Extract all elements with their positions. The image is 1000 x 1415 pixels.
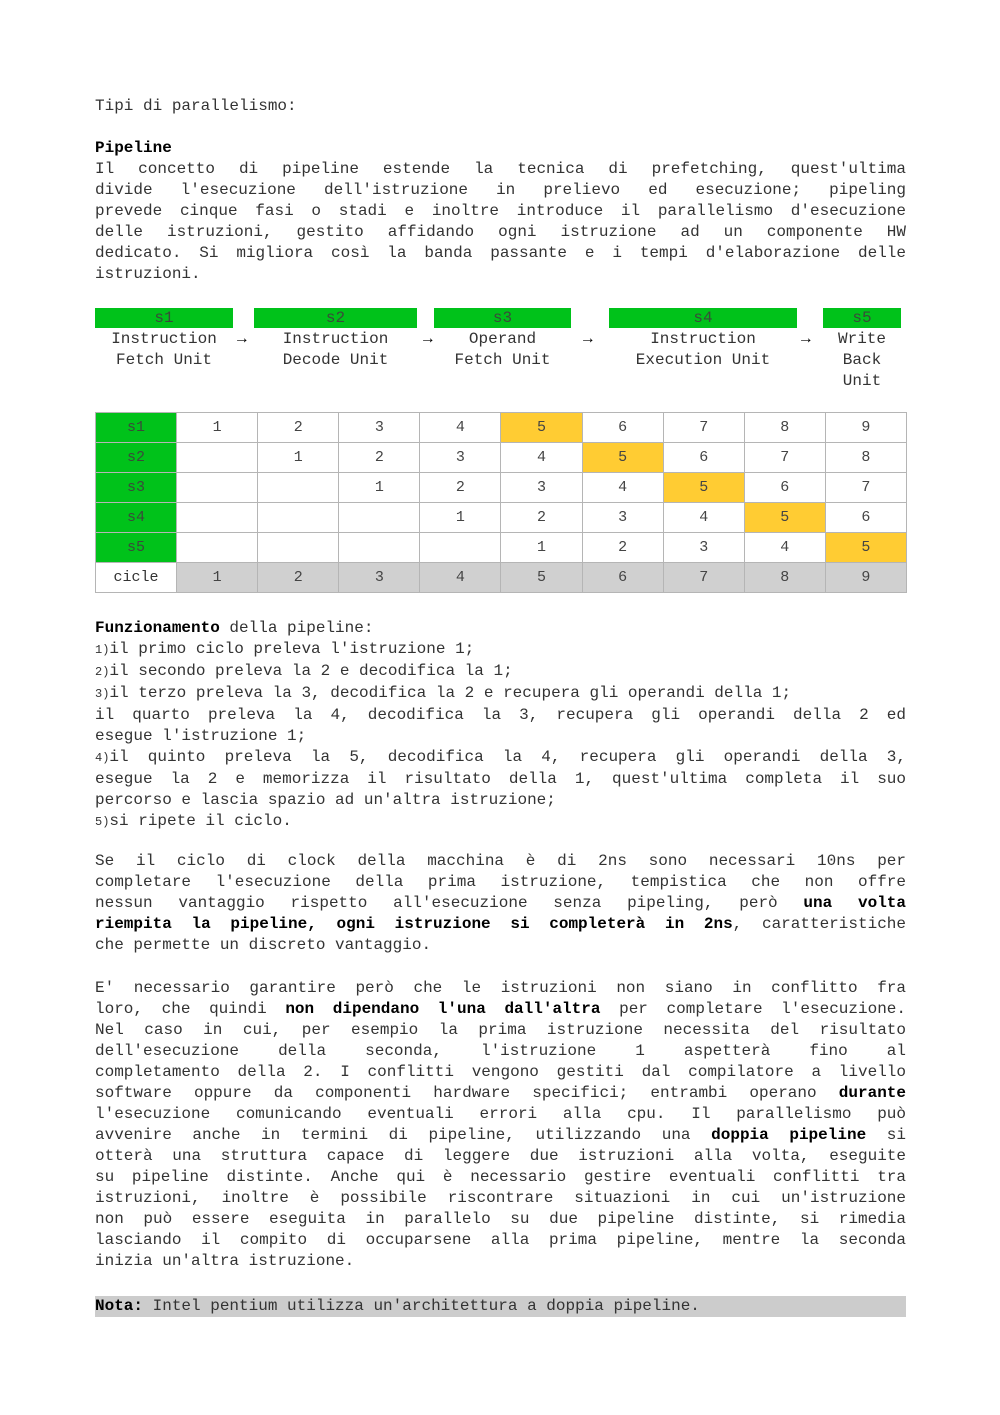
cycle-cell: 5 <box>501 563 582 593</box>
table-cell: 4 <box>420 413 501 443</box>
table-cell: 1 <box>258 443 339 473</box>
stage-desc: Back <box>842 351 882 369</box>
funzionamento-heading <box>95 618 906 639</box>
table-cell: 1 <box>177 413 258 443</box>
list-number: 1) <box>95 643 110 657</box>
stage-desc: Fetch Unit <box>454 351 551 369</box>
table-cell: 7 <box>663 413 744 443</box>
stage-desc: Instruction <box>111 330 217 348</box>
clock-line: che permette un discreto vantaggio. <box>95 936 432 954</box>
intro-line: delle istruzioni, gestito affidando ogni istruzione ad un componente HW <box>95 223 906 241</box>
table-row <box>96 413 907 443</box>
arrow-icon: → <box>423 330 433 348</box>
intro-line: Il concetto di pipeline estende la tecnica di prefetching, quest'ultima <box>95 160 906 178</box>
funzionamento-title-rest: della pipeline: <box>219 619 374 637</box>
stage-label: s3 <box>434 308 571 328</box>
table-cell: 5 <box>825 533 906 563</box>
cycle-cell: 1 <box>177 563 258 593</box>
cycle-cell: 7 <box>663 563 744 593</box>
conflitti-text: loro, che quindi <box>95 1000 286 1018</box>
conflitti-bold: non dipendano l'una dall'altra <box>285 1000 601 1018</box>
table-cell: 2 <box>501 503 582 533</box>
cycle-cell: 2 <box>258 563 339 593</box>
table-row <box>96 533 907 563</box>
conflitti-text: si <box>866 1126 906 1144</box>
page-heading: Tipi di parallelismo: <box>95 97 297 115</box>
list-text: il quinto preleva la 5, decodifica la 4, recupera gli operandi della 3, <box>109 748 906 766</box>
stage-label: s1 <box>95 308 233 328</box>
pipeline-intro <box>95 159 906 285</box>
conflitti-line: otterà una struttura capace di leggere due istruzioni alla volta, eseguite <box>95 1147 906 1165</box>
arrow-icon: → <box>801 330 811 348</box>
clock-paragraph <box>95 851 906 956</box>
conflitti-line <box>95 1125 906 1146</box>
list-text: si ripete il ciclo. <box>109 812 292 830</box>
table-cell <box>258 533 339 563</box>
list-number: 3) <box>95 687 110 701</box>
list-text-line: esegue la 2 e memorizza il risultato della 1, quest'ultima completa il suo <box>95 770 906 788</box>
pipeline-title: Pipeline <box>95 139 172 157</box>
intro-section <box>95 96 906 285</box>
table-cell: 3 <box>582 503 663 533</box>
list-number: 2) <box>95 665 110 679</box>
stage-s4 <box>609 308 797 371</box>
table-row <box>96 443 907 473</box>
table-cell: 1 <box>501 533 582 563</box>
stage-desc: Instruction <box>282 330 389 348</box>
cycle-cell: 8 <box>744 563 825 593</box>
table-cell: 3 <box>501 473 582 503</box>
table-cell: 3 <box>339 413 420 443</box>
conflitti-line: Nel caso in cui, per esempio la prima istruzione necessita del risultato <box>95 1021 906 1039</box>
table-cell: 5 <box>744 503 825 533</box>
table-cell: 4 <box>663 503 744 533</box>
stage-desc: Unit <box>842 372 882 390</box>
quarto-line: il quarto preleva la 4, decodifica la 3, recupera gli operandi della 2 ed <box>95 706 906 724</box>
pipeline-table <box>95 412 907 593</box>
table-cell <box>420 533 501 563</box>
table-cell <box>339 533 420 563</box>
intro-line: istruzioni. <box>95 265 201 283</box>
clock-text: , caratteristiche <box>732 915 906 933</box>
intro-line: divide l'esecuzione dell'istruzione in prelievo ed esecuzione; pipeling <box>95 181 906 199</box>
stage-cell: s3 <box>96 473 177 503</box>
table-cell: 5 <box>501 413 582 443</box>
arrow-icon: → <box>583 330 593 348</box>
table-cell: 5 <box>582 443 663 473</box>
quarto-line: esegue l'istruzione 1; <box>95 727 307 745</box>
funzionamento-section <box>95 618 906 833</box>
table-cell: 2 <box>258 413 339 443</box>
stage-desc: Execution Unit <box>635 351 771 369</box>
clock-bold: una volta <box>803 894 906 912</box>
conflitti-text: avvenire anche in termini di pipeline, utilizzando una <box>95 1126 712 1144</box>
conflitti-line: l'esecuzione comunicando eventuali errori alla cpu. Il parallelismo può <box>95 1105 906 1123</box>
table-cell: 6 <box>663 443 744 473</box>
stage-desc: Operand <box>468 330 537 348</box>
stage-cell: s5 <box>96 533 177 563</box>
list-text: il primo ciclo preleva l'istruzione 1; <box>109 640 475 658</box>
stage-desc: Fetch Unit <box>115 351 212 369</box>
stage-cell: s2 <box>96 443 177 473</box>
table-cell <box>177 443 258 473</box>
conflitti-line: lasciando il compito di occuparsene alla prima pipeline, mentre la seconda <box>95 1231 906 1249</box>
table-cell <box>258 503 339 533</box>
table-cell: 1 <box>420 503 501 533</box>
stage-desc: Instruction <box>650 330 756 348</box>
table-cell: 4 <box>744 533 825 563</box>
clock-bold: riempita la pipeline, ogni istruzione si completerà in 2ns <box>95 915 733 933</box>
conflitti-line: su pipeline distinte. Anche qui è necessario gestire eventuali conflitti tra <box>95 1168 906 1186</box>
conflitti-bold: durante <box>838 1084 906 1102</box>
table-cell: 6 <box>825 503 906 533</box>
table-cell: 2 <box>582 533 663 563</box>
stage-s1 <box>95 308 233 371</box>
table-cell: 2 <box>420 473 501 503</box>
table-cell: 3 <box>663 533 744 563</box>
table-cell: 7 <box>825 473 906 503</box>
cycle-cell: 4 <box>420 563 501 593</box>
conflitti-bold: doppia pipeline <box>711 1126 867 1144</box>
stage-s3 <box>434 308 571 371</box>
stage-cell: s1 <box>96 413 177 443</box>
nota-text: Intel pentium utilizza un'architettura a doppia pipeline. <box>143 1297 700 1315</box>
pipeline-stages-diagram <box>95 308 906 396</box>
stage-cell: s4 <box>96 503 177 533</box>
nota-label: Nota: <box>95 1297 144 1315</box>
list-item <box>95 661 906 683</box>
table-cell: 1 <box>339 473 420 503</box>
table-cell: 3 <box>420 443 501 473</box>
table-cell: 8 <box>744 413 825 443</box>
clock-line <box>95 914 906 935</box>
table-cell: 9 <box>825 413 906 443</box>
stage-label: s5 <box>823 308 901 328</box>
nota-box <box>95 1296 906 1317</box>
clock-line: Se il ciclo di clock della macchina è di 2ns sono necessari 10ns per <box>95 852 906 870</box>
table-cell: 4 <box>501 443 582 473</box>
intro-line: prevede cinque fasi o stadi e inoltre introduce il parallelismo d'esecuzione <box>95 202 906 220</box>
conflitti-line <box>95 1083 906 1104</box>
table-cell <box>339 503 420 533</box>
cycle-cell: 6 <box>582 563 663 593</box>
stage-desc: Write <box>837 330 886 348</box>
table-cell: 6 <box>582 413 663 443</box>
conflitti-line: E' necessario garantire però che le istruzioni non siano in conflitto fra <box>95 979 906 997</box>
list-text: il secondo preleva la 2 e decodifica la 1; <box>109 662 513 680</box>
list-text: il terzo preleva la 3, decodifica la 2 e recupera gli operandi della 1; <box>109 684 792 702</box>
list-text-line: percorso e lascia spazio ad un'altra istruzione; <box>95 791 556 809</box>
table-row <box>96 473 907 503</box>
clock-line: completare l'esecuzione della prima istruzione, tempistica che non offre <box>95 873 906 891</box>
conflitti-line: non può essere eseguita in parallelo su due pipeline distinte, si rimedia <box>95 1210 906 1228</box>
table-cell: 4 <box>582 473 663 503</box>
conflitti-paragraph <box>95 978 906 1272</box>
table-cell: 8 <box>825 443 906 473</box>
list-item <box>95 639 906 661</box>
stage-s2 <box>254 308 417 371</box>
table-cell: 2 <box>339 443 420 473</box>
table-cell: 6 <box>744 473 825 503</box>
conflitti-text: per completare l'esecuzione. <box>600 1000 907 1018</box>
table-cell: 5 <box>663 473 744 503</box>
list-item <box>95 683 906 705</box>
stage-s5 <box>823 308 901 392</box>
conflitti-text: software oppure da componenti hardware specifici; entrambi operano <box>95 1084 839 1102</box>
arrow-icon: → <box>237 330 247 348</box>
cycle-row <box>96 563 907 593</box>
stage-label: s2 <box>254 308 417 328</box>
clock-text: nessun vantaggio rispetto all'esecuzione senza pipeling, però <box>95 894 804 912</box>
intro-line: dedicato. Si migliora così la banda passante e i tempi d'elaborazione delle <box>95 244 906 262</box>
stage-desc: Decode Unit <box>282 351 389 369</box>
conflitti-line <box>95 999 906 1020</box>
list-item <box>95 747 906 769</box>
conflitti-line: completamento della 2. I conflitti vengono gestiti dal compilatore a livello <box>95 1063 906 1081</box>
table-cell <box>258 473 339 503</box>
table-cell <box>177 503 258 533</box>
funzionamento-title: Funzionamento <box>95 619 220 637</box>
table-cell: 7 <box>744 443 825 473</box>
list-number: 5) <box>95 815 110 829</box>
list-item <box>95 811 906 833</box>
cycle-label: cicle <box>96 563 177 593</box>
cycle-cell: 3 <box>339 563 420 593</box>
conflitti-line: dell'esecuzione della seconda, l'istruzione 1 aspetterà fino al <box>95 1042 906 1060</box>
table-cell <box>177 533 258 563</box>
clock-line <box>95 893 906 914</box>
conflitti-line: istruzioni, inoltre è possibile riscontrare situazioni in cui un'istruzione <box>95 1189 906 1207</box>
stage-label: s4 <box>609 308 797 328</box>
cycle-cell: 9 <box>825 563 906 593</box>
table-row <box>96 503 907 533</box>
list-number: 4) <box>95 751 110 765</box>
conflitti-line: inizia un'altra istruzione. <box>95 1252 355 1270</box>
table-cell <box>177 473 258 503</box>
